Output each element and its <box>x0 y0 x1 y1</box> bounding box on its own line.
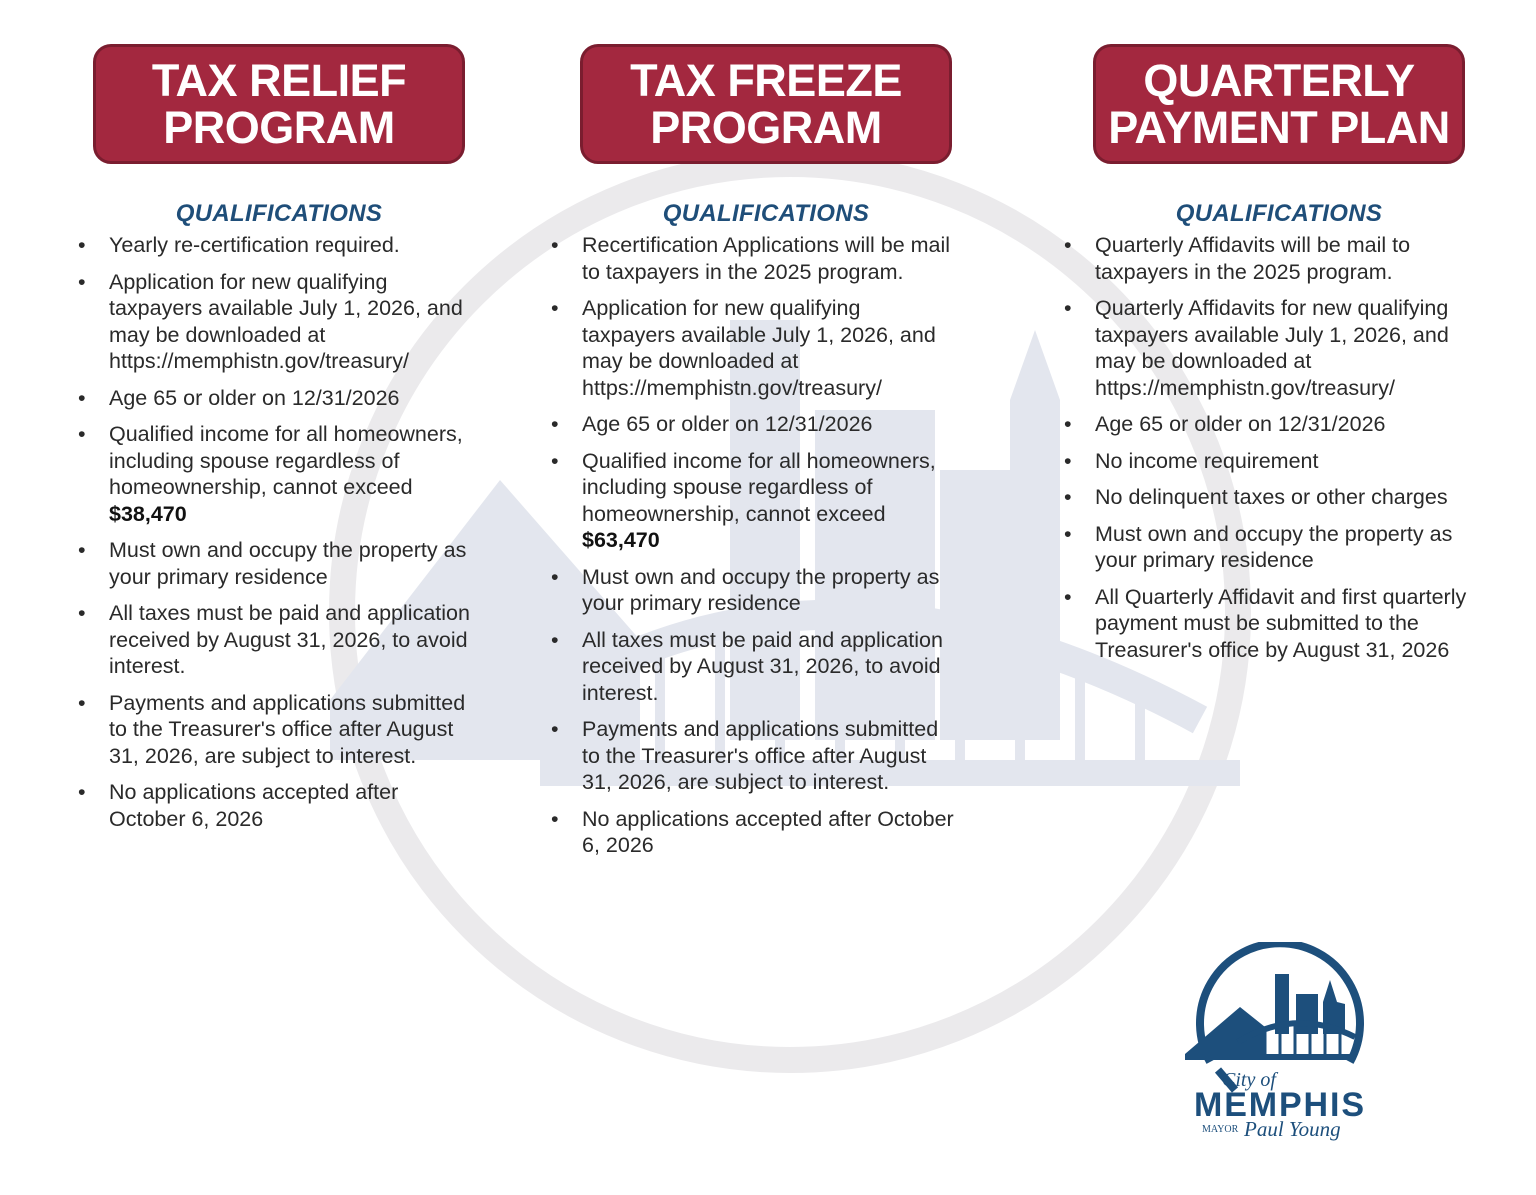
qualifications-heading: QUALIFICATIONS <box>662 200 870 227</box>
quarterly-payment-column <box>1093 44 1465 228</box>
bullet-icon: • <box>551 233 559 257</box>
header-line-1: QUARTERLY <box>1143 55 1415 106</box>
qualification-text: Age 65 or older on 12/31/2026 <box>1095 412 1386 436</box>
bullet-icon: • <box>1064 448 1072 473</box>
qualification-item <box>1064 232 1489 285</box>
qualification-item <box>551 411 956 438</box>
bullet-icon: • <box>78 269 86 294</box>
qualification-item <box>78 421 478 527</box>
qualification-text: All taxes must be paid and application received by August 31, 2026, to avoid interest. <box>582 627 943 705</box>
tax-relief-header <box>93 44 465 164</box>
qualification-text: Must own and occupy the property as your primary residence <box>109 538 467 589</box>
bullet-icon: • <box>551 717 559 741</box>
qualification-text: Quarterly Affidavits for new qualifying taxpayers available July 1, 2026, and may be downloaded at https://memphistn.gov/treasury/ <box>1095 296 1449 400</box>
bullet-icon: • <box>551 627 559 652</box>
header-line-2: PROGRAM <box>163 102 395 153</box>
bullet-icon: • <box>1064 521 1072 546</box>
tax-relief-qualifications-list <box>78 232 478 842</box>
qualification-item <box>1064 411 1489 438</box>
qualification-text: No applications accepted after October 6, 2026 <box>582 806 954 857</box>
city-of-memphis-logo <box>1180 942 1370 1142</box>
bullet-icon: • <box>78 422 86 446</box>
qualification-item <box>1064 484 1489 511</box>
qualification-text: Application for new qualifying taxpayers available July 1, 2026, and may be downloaded at https://memphistn.gov/treasury/ <box>582 296 936 400</box>
tax-freeze-column <box>580 44 952 228</box>
header-line-2: PROGRAM <box>650 102 882 153</box>
bullet-icon: • <box>78 538 86 562</box>
logo-mayor-label: MAYOR <box>1202 1124 1239 1135</box>
qualification-item <box>1064 521 1489 574</box>
bullet-icon: • <box>1064 233 1072 257</box>
qualification-item <box>78 690 478 770</box>
qualification-text: All taxes must be paid and application received by August 31, 2026, to avoid interest. <box>109 601 470 678</box>
qualification-item <box>78 269 478 375</box>
qualifications-heading: QUALIFICATIONS <box>1175 200 1383 227</box>
qualification-item <box>1064 584 1489 664</box>
bullet-icon: • <box>551 564 559 589</box>
qualification-item <box>551 716 956 796</box>
logo-mayor-name: Paul Young <box>1244 1117 1341 1141</box>
bullet-icon: • <box>551 806 559 831</box>
logo-city-of: City of <box>1222 1069 1276 1091</box>
income-limit: $38,470 <box>109 501 187 526</box>
qualification-text: Qualified income for all homeowners, including spouse regardless of homeownership, cannot exceed <box>109 422 463 499</box>
qualification-item <box>78 232 478 259</box>
qualification-item <box>551 232 956 285</box>
qualification-text: Payments and applications submitted to the Treasurer's office after August 31, 2026, are subject to interest. <box>109 690 466 768</box>
bullet-icon: • <box>78 385 86 410</box>
qualification-text: Quarterly Affidavits will be mail to taxpayers in the 2025 program. <box>1095 233 1411 284</box>
bullet-icon: • <box>551 412 559 436</box>
qualification-text: Application for new qualifying taxpayers available July 1, 2026, and may be downloaded at https://memphistn.gov/treasury/ <box>109 269 463 373</box>
quarterly-payment-header <box>1093 44 1465 164</box>
bullet-icon: • <box>78 233 86 257</box>
qualification-item <box>551 806 956 859</box>
qualification-item <box>551 295 956 401</box>
bullet-icon: • <box>78 601 86 625</box>
header-line-1: TAX FREEZE <box>630 55 902 106</box>
logo-memphis: MEMPHIS <box>1194 1086 1364 1124</box>
tax-freeze-qualifications-list <box>551 232 956 869</box>
qualification-text: All Quarterly Affidavit and first quarterly payment must be submitted to the Treasurer's office by August 31, 2026 <box>1095 584 1467 662</box>
bullet-icon: • <box>78 690 86 715</box>
qualification-text: No income requirement <box>1095 448 1319 473</box>
bullet-icon: • <box>1064 485 1072 509</box>
qualification-text: Yearly re-certification required. <box>109 233 400 257</box>
bullet-icon: • <box>1064 296 1072 320</box>
qualification-item <box>1064 448 1489 475</box>
quarterly-payment-qualifications-list <box>1064 232 1489 673</box>
income-limit: $63,470 <box>582 528 660 552</box>
qualification-text: No applications accepted after October 6, 2026 <box>109 780 399 831</box>
header-line-2: PAYMENT PLAN <box>1108 102 1450 153</box>
header-line-1: TAX RELIEF <box>151 55 407 106</box>
qualification-text: Must own and occupy the property as your primary residence <box>582 564 940 615</box>
qualification-text: Age 65 or older on 12/31/2026 <box>109 385 400 410</box>
qualification-item <box>551 627 956 707</box>
tax-freeze-header <box>580 44 952 164</box>
qualification-text: No delinquent taxes or other charges <box>1095 485 1448 509</box>
bullet-icon: • <box>1064 412 1072 436</box>
qualification-item <box>551 448 956 554</box>
qualification-item <box>78 600 478 680</box>
qualification-text: Recertification Applications will be mail to taxpayers in the 2025 program. <box>582 233 951 284</box>
qualification-item <box>78 779 478 832</box>
bullet-icon: • <box>1064 584 1072 609</box>
qualification-item <box>1064 295 1489 401</box>
bullet-icon: • <box>551 296 559 320</box>
tax-relief-column <box>93 44 465 228</box>
qualifications-heading: QUALIFICATIONS <box>175 200 383 227</box>
qualification-text: Age 65 or older on 12/31/2026 <box>582 412 873 436</box>
bullet-icon: • <box>78 780 86 804</box>
qualification-item <box>78 385 478 412</box>
qualification-text: Payments and applications submitted to the Treasurer's office after August 31, 2026, are subject to interest. <box>582 717 939 794</box>
bullet-icon: • <box>551 448 559 473</box>
qualification-item <box>78 537 478 590</box>
qualification-text: Must own and occupy the property as your primary residence <box>1095 521 1453 572</box>
qualification-text: Qualified income for all homeowners, including spouse regardless of homeownership, cannot exceed <box>582 448 936 526</box>
qualification-item <box>551 564 956 617</box>
